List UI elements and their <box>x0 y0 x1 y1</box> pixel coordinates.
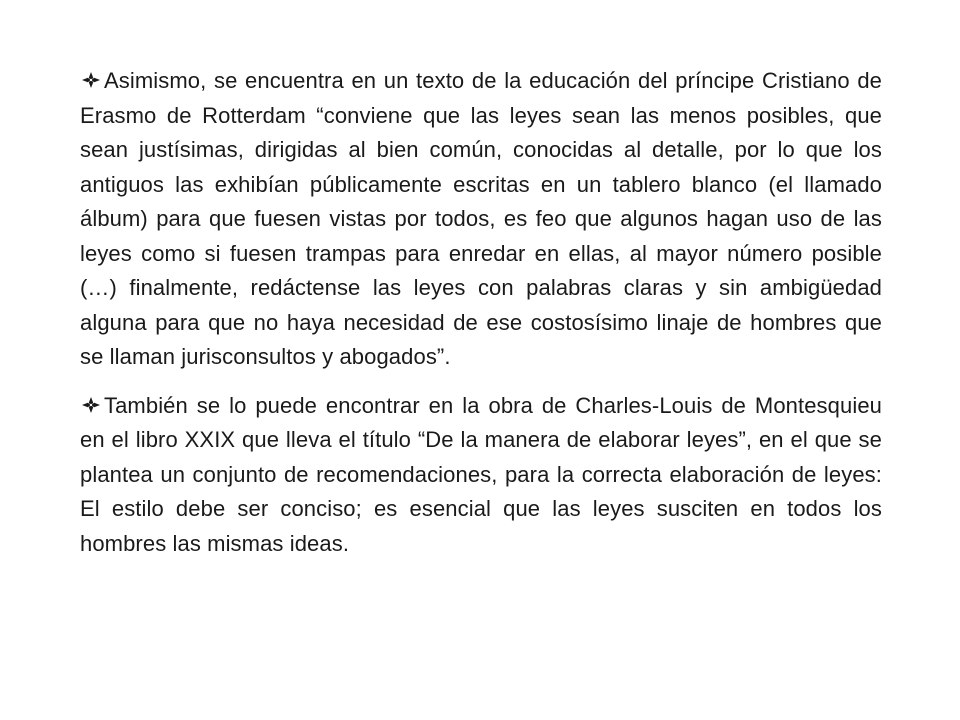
paragraph-text: Asimismo, se encuentra en un texto de la educación del príncipe Cristiano de Erasmo de Rotterdam “conviene que las leyes sean las menos posibles, que sean justísimas, dirigidas al bien común, conocidas al detalle, por lo que los antiguos las exhibían públicamente escritas en un tablero blanco (el llamado álbum) para que fuesen vistas por todos, es feo que algunos hagan uso de las leyes como si fuesen trampas para enredar en ellas, al mayor número posible (…) finalmente, redáctense las leyes con palabras claras y sin ambigüedad alguna para que no haya necesidad de ese costosísimo linaje de hombres que se llaman jurisconsultos y abogados”. <box>80 68 882 369</box>
paragraph-montesquieu <box>80 389 882 562</box>
paragraph-text: También se lo puede encontrar en la obra de Charles-Louis de Montesquieu en el libro XXIX que lleva el título “De la manera de elaborar leyes”, en el que se plantea un conjunto de recomendaciones, para la correcta elaboración de leyes: El estilo debe ser conciso; es esencial que las leyes susciten en todos los hombres las mismas ideas. <box>80 392 882 556</box>
diamond-bullet-icon <box>80 396 102 414</box>
slide-content <box>80 64 882 575</box>
diamond-bullet-icon <box>80 71 102 89</box>
paragraph-erasmo <box>80 64 882 375</box>
